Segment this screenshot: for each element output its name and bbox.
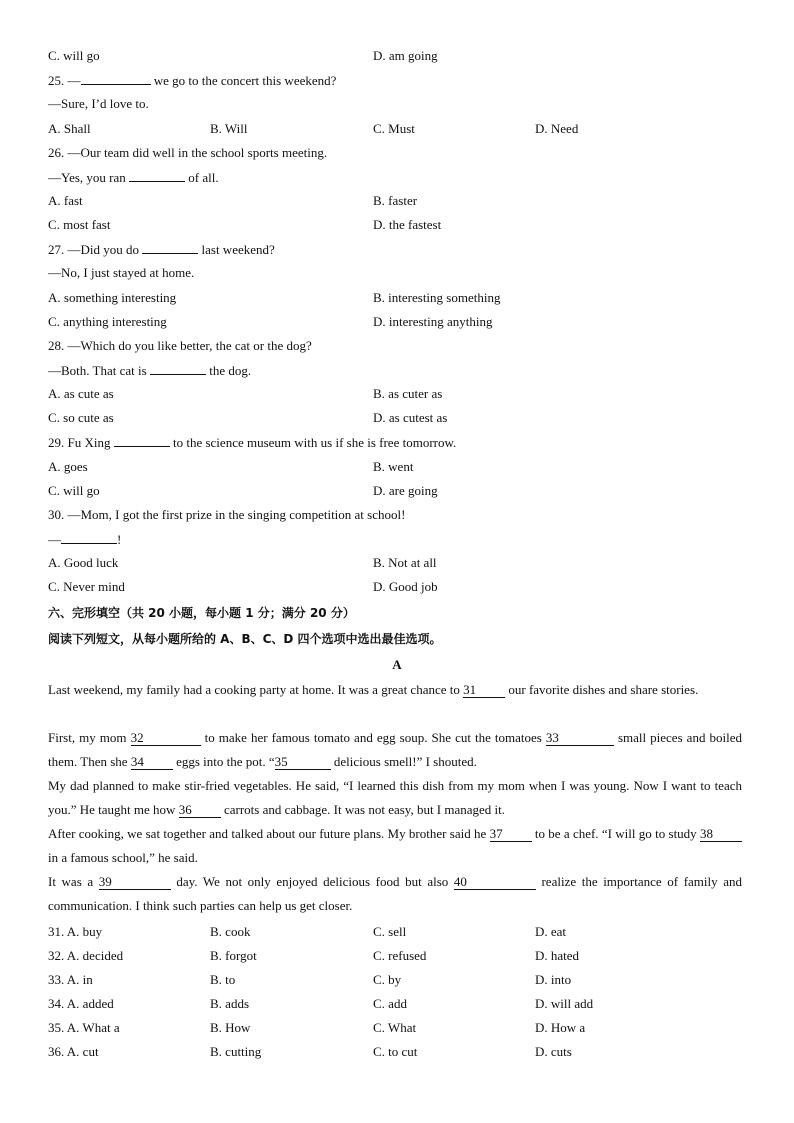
q34-option-a: 34. A. added — [48, 996, 114, 1011]
q30-option-c: C. Never mind — [48, 579, 125, 594]
q33-option-a: 33. A. in — [48, 972, 93, 987]
q35-option-a: 35. A. What a — [48, 1020, 120, 1035]
q30-option-d: D. Good job — [373, 579, 438, 594]
q34-option-c: C. add — [373, 996, 407, 1011]
answer-blank — [142, 240, 198, 254]
q27-stem: 27. —Did you do last weekend? — [48, 242, 275, 257]
q30-stem: 30. —Mom, I got the first prize in the singing competition at school! — [48, 507, 406, 522]
passage-paragraph-3: My dad planned to make stir-fried vegetables. He said, “I learned this dish from my mom when I was young. Now I want to teach you.” He taught me how 36 carrots and cabbage. It was not easy, but I managed it. — [48, 778, 742, 817]
q29-option-c: C. will go — [48, 483, 100, 498]
passage-paragraph-4: After cooking, we sat together and talked about our future plans. My brother said he 37 to be a chef. “I will go to study 38 in a famous school,” he said. — [48, 822, 742, 870]
q34-option-d: D. will add — [535, 996, 594, 1011]
q28-option-a: A. as cute as — [48, 386, 114, 401]
q29-stem: 29. Fu Xing to the science museum with us if she is free tomorrow. — [48, 435, 457, 450]
q36-option-a: 36. A. cut — [48, 1044, 99, 1059]
answer-blank — [81, 71, 151, 85]
q27-option-a: A. something interesting — [48, 290, 177, 305]
q36-option-d: D. cuts — [535, 1044, 572, 1059]
answer-blank — [114, 433, 170, 447]
q26-option-a: A. fast — [48, 193, 83, 208]
q25-reply: —Sure, I’d love to. — [48, 96, 149, 111]
q36-option-b: B. cutting — [210, 1044, 262, 1059]
q26-reply: —Yes, you ran of all. — [48, 170, 219, 185]
q31-option-c: C. sell — [373, 924, 407, 939]
q35-option-d: D. How a — [535, 1020, 586, 1035]
q26-option-b: B. faster — [373, 193, 418, 208]
q25-option-d: D. Need — [535, 121, 579, 136]
answer-blank — [150, 361, 206, 375]
blank-35: 35 — [275, 755, 331, 770]
q27-option-d: D. interesting anything — [373, 314, 493, 329]
q32-option-d: D. hated — [535, 948, 580, 963]
q28-option-b: B. as cuter as — [373, 386, 443, 401]
blank-39: 39 — [99, 875, 171, 890]
blank-33: 33 — [546, 731, 614, 746]
q25-option-a: A. Shall — [48, 121, 91, 136]
section-instruction: 阅读下列短文，从每小题所给的 A、B、C、D 四个选项中选出最佳选项。 — [48, 632, 442, 646]
q33-option-b: B. to — [210, 972, 236, 987]
q24-option-c: C. will go — [48, 48, 100, 63]
q32-option-b: B. forgot — [210, 948, 257, 963]
q27-option-b: B. interesting something — [373, 290, 501, 305]
q31-option-b: B. cook — [210, 924, 251, 939]
q30-option-b: B. Not at all — [373, 555, 437, 570]
q28-option-c: C. so cute as — [48, 410, 114, 425]
blank-37: 37 — [490, 827, 532, 842]
q26-option-d: D. the fastest — [373, 217, 442, 232]
answer-blank — [129, 168, 185, 182]
q27-option-c: C. anything interesting — [48, 314, 167, 329]
passage-paragraph-2: First, my mom 32 to make her famous tomato and egg soup. She cut the tomatoes 33 small pieces and boiled them. Then she 34 eggs into the pot. “35 delicious smell!” I shouted. — [48, 730, 742, 769]
q29-option-d: D. are going — [373, 483, 438, 498]
passage-paragraph-1: Last weekend, my family had a cooking party at home. It was a great chance to 31 our favorite dishes and share stories. — [48, 682, 699, 697]
q25-option-c: C. Must — [373, 121, 415, 136]
q34-option-b: B. adds — [210, 996, 249, 1011]
q25-stem: 25. — we go to the concert this weekend? — [48, 73, 337, 88]
passage-paragraph-5: It was a 39 day. We not only enjoyed delicious food but also 40 realize the importance of family and communication. I think such parties can help us get closer. — [48, 874, 742, 913]
q32-option-a: 32. A. decided — [48, 948, 124, 963]
q27-reply: —No, I just stayed at home. — [48, 265, 195, 280]
q28-option-d: D. as cutest as — [373, 410, 448, 425]
blank-32: 32 — [131, 731, 201, 746]
blank-31: 31 — [463, 683, 505, 698]
q24-option-d: D. am going — [373, 48, 438, 63]
q36-option-c: C. to cut — [373, 1044, 418, 1059]
blank-40: 40 — [454, 875, 536, 890]
q28-stem: 28. —Which do you like better, the cat or the dog? — [48, 338, 312, 353]
q30-reply: — ! — [48, 532, 122, 547]
q28-reply: —Both. That cat is the dog. — [48, 363, 252, 378]
answer-blank — [61, 530, 117, 544]
q29-option-b: B. went — [373, 459, 414, 474]
q33-option-d: D. into — [535, 972, 572, 987]
q31-option-a: 31. A. buy — [48, 924, 103, 939]
blank-38: 38 — [700, 827, 742, 842]
q32-option-c: C. refused — [373, 948, 427, 963]
q29-option-a: A. goes — [48, 459, 88, 474]
q31-option-d: D. eat — [535, 924, 567, 939]
q26-stem: 26. —Our team did well in the school sports meeting. — [48, 145, 328, 160]
q25-option-b: B. Will — [210, 121, 248, 136]
q33-option-c: C. by — [373, 972, 402, 987]
section-heading: 六、完形填空（共 20 小题，每小题 1 分；满分 20 分） — [48, 606, 355, 620]
q30-option-a: A. Good luck — [48, 555, 119, 570]
passage-label: A — [392, 657, 402, 672]
blank-34: 34 — [131, 755, 173, 770]
blank-36: 36 — [179, 803, 221, 818]
q35-option-b: B. How — [210, 1020, 251, 1035]
q26-option-c: C. most fast — [48, 217, 111, 232]
q35-option-c: C. What — [373, 1020, 417, 1035]
